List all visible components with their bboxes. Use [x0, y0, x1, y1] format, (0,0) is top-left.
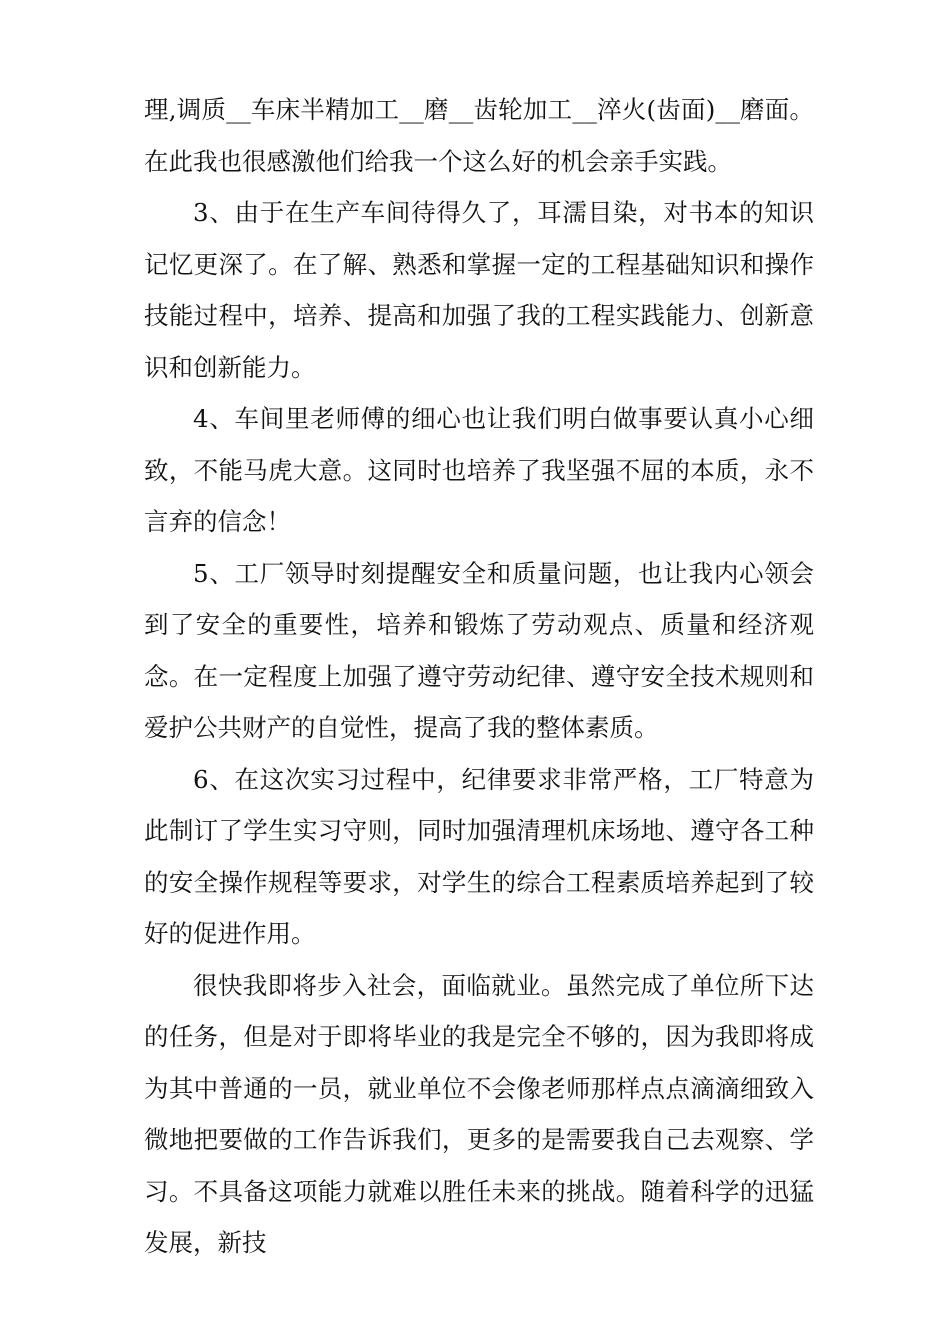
paragraph-point-4: 4、车间里老师傅的细心也让我们明白做事要认真小心细致，不能马虎大意。这同时也培养了我坚强不屈的本质，永不言弃的信念！	[144, 404, 814, 536]
paragraph-employment: 很快我即将步入社会，面临就业。虽然完成了单位所下达的任务，但是对于即将毕业的我是完全不够的，因为我即将成为其中普通的一员，就业单位不会像老师那样点点滴滴细致入微地把要做的工作告诉我们，更多的是需要我自己去观察、学习。不具备这项能力就难以胜任未来的挑战。随着科学的迅猛发展，新技	[144, 970, 814, 1257]
paragraph-point-3: 3、由于在生产车间待得久了，耳濡目染，对书本的知识记忆更深了。在了解、熟悉和掌握一定的工程基础知识和操作技能过程中，培养、提高和加强了我的工程实践能力、创新意识和创新能力。	[144, 198, 814, 382]
paragraph-point-5: 5、工厂领导时刻提醒安全和质量问题，也让我内心领会到了安全的重要性，培养和锻炼了劳动观点、质量和经济观念。在一定程度上加强了遵守劳动纪律、遵守安全技术规则和爱护公共财产的自觉性，提高了我的整体素质。	[144, 558, 814, 742]
paragraph-process-steps: 理,调质__车床半精加工__磨__齿轮加工__淬火(齿面)__磨面。在此我也很感激他们给我一个这么好的机会亲手实践。	[144, 95, 814, 176]
document-body	[144, 84, 814, 1269]
paragraph-point-6: 6、在这次实习过程中，纪律要求非常严格，工厂特意为此制订了学生实习守则，同时加强清理机床场地、遵守各工种的安全操作规程等要求，对学生的综合工程素质培养起到了较好的促进作用。	[144, 764, 814, 948]
